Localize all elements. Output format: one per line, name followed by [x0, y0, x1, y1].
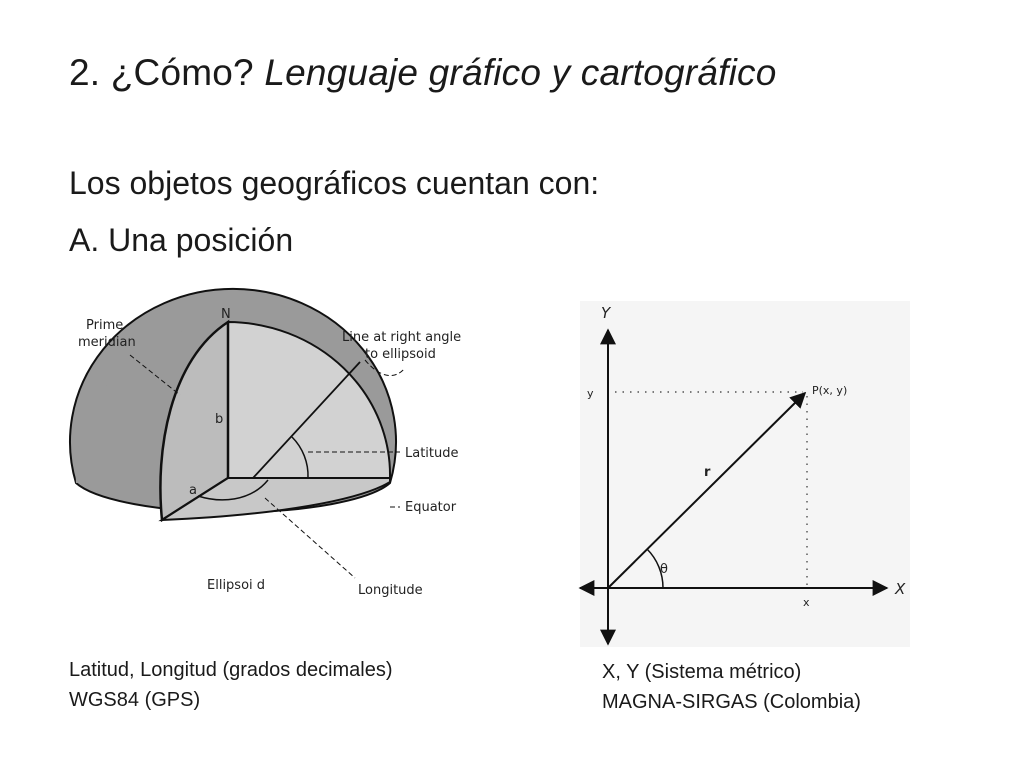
intro-line: Los objetos geográficos cuentan con: — [69, 165, 600, 201]
cartesian-figure — [575, 296, 915, 651]
cartesian-caption-line1: X, Y (Sistema métrico) — [602, 661, 802, 683]
geographic-caption-line2: WGS84 (GPS) — [69, 689, 201, 711]
y-tick-label: y — [587, 387, 594, 400]
point-label: P(x, y) — [812, 384, 848, 397]
right-angle-label-1: Line at right angle — [342, 330, 462, 345]
prime-meridian-label-1: Prime — [86, 318, 124, 333]
cartesian-caption — [602, 657, 861, 717]
cartesian-panel — [580, 301, 910, 647]
north-label: N — [221, 307, 231, 322]
longitude-leader — [265, 498, 355, 578]
geographic-caption-line1: Latitud, Longitud (grados decimales) — [69, 659, 393, 681]
cartesian-caption-line2: MAGNA-SIRGAS (Colombia) — [602, 691, 861, 713]
right-angle-label-2: to ellipsoid — [365, 347, 436, 362]
latitude-label: Latitude — [405, 446, 459, 461]
b-label: b — [215, 412, 224, 427]
position-line: A. Una posición — [69, 222, 294, 258]
prime-meridian-label-2: meridian — [78, 335, 136, 350]
equator-label: Equator — [405, 500, 457, 515]
slide-title — [69, 52, 776, 94]
a-label: a — [189, 483, 197, 498]
geographic-caption — [69, 655, 393, 715]
title-number: 2. — [69, 52, 101, 93]
x-tick-label: x — [803, 596, 810, 609]
y-axis-label: Y — [601, 304, 611, 322]
cutaway-quadrant — [228, 322, 390, 478]
ellipsoid-label: Ellipsoi d — [207, 578, 266, 593]
x-axis-label: X — [895, 580, 906, 598]
longitude-label: Longitude — [358, 583, 423, 598]
ellipsoid-figure — [60, 300, 480, 640]
theta-label: θ — [660, 562, 668, 577]
title-question: ¿Cómo? — [110, 52, 254, 93]
r-label: r — [704, 465, 711, 480]
title-italic: Lenguaje gráfico y cartográfico — [264, 52, 777, 93]
